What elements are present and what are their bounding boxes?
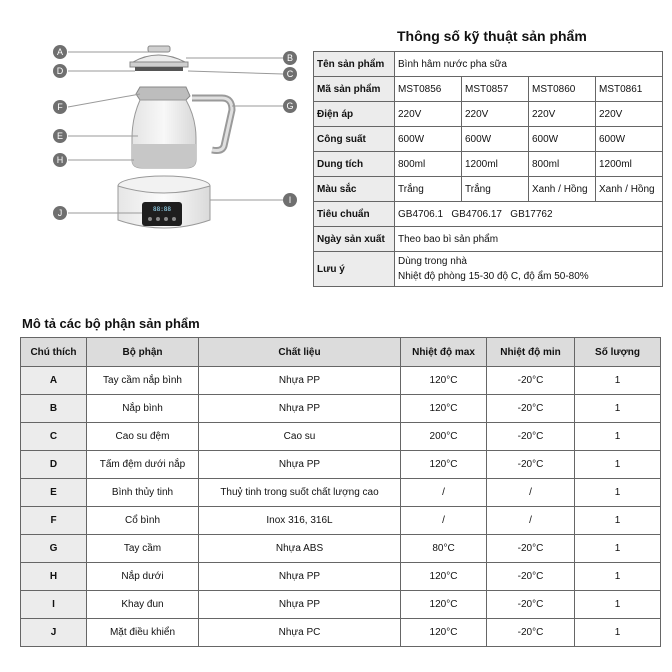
part-material: Nhựa PP bbox=[199, 367, 401, 395]
part-name: Tay cầm nắp bình bbox=[87, 367, 199, 395]
table-row bbox=[21, 451, 661, 479]
part-code: D bbox=[21, 451, 87, 479]
part-name: Nắp dưới bbox=[87, 563, 199, 591]
spec-label: Dung tích bbox=[314, 152, 395, 177]
spec-value: Bình hâm nước pha sữa bbox=[395, 52, 663, 77]
table-row bbox=[21, 563, 661, 591]
part-min-temp: -20°C bbox=[487, 591, 575, 619]
table-row bbox=[21, 507, 661, 535]
spec-row-color bbox=[314, 177, 663, 202]
spec-value: 220V bbox=[462, 102, 529, 127]
callout-h bbox=[53, 153, 67, 167]
spec-value: 1200ml bbox=[596, 152, 663, 177]
part-code: I bbox=[21, 591, 87, 619]
part-min-temp: -20°C bbox=[487, 563, 575, 591]
part-min-temp: / bbox=[487, 479, 575, 507]
svg-text:H: H bbox=[56, 155, 64, 165]
spec-value: Trắng bbox=[395, 177, 462, 202]
lid bbox=[130, 46, 188, 71]
part-quantity: 1 bbox=[575, 563, 661, 591]
spec-title: Thông số kỹ thuật sản phẩm bbox=[397, 28, 587, 44]
part-name: Bình thủy tinh bbox=[87, 479, 199, 507]
part-quantity: 1 bbox=[575, 619, 661, 647]
column-header: Bộ phận bbox=[87, 338, 199, 367]
callout-i bbox=[283, 193, 297, 207]
svg-text:B: B bbox=[286, 53, 294, 63]
spec-label: Ngày sản xuất bbox=[314, 227, 395, 252]
parts-table bbox=[20, 337, 661, 647]
part-max-temp: 120°C bbox=[401, 619, 487, 647]
part-min-temp: -20°C bbox=[487, 535, 575, 563]
spec-value: Xanh / Hồng bbox=[529, 177, 596, 202]
spec-value: Theo bao bì sản phẩm bbox=[395, 227, 663, 252]
spec-value: Xanh / Hồng bbox=[596, 177, 663, 202]
panel-display: 88:88 bbox=[152, 206, 172, 213]
part-material: Nhựa PP bbox=[199, 395, 401, 423]
spec-value: 600W bbox=[462, 127, 529, 152]
svg-text:A: A bbox=[56, 47, 64, 57]
spec-label: Điện áp bbox=[314, 102, 395, 127]
callout-a bbox=[53, 45, 67, 59]
column-header: Số lượng bbox=[575, 338, 661, 367]
spec-value: 800ml bbox=[529, 152, 596, 177]
spec-row-capacity bbox=[314, 152, 663, 177]
column-header: Nhiệt độ max bbox=[401, 338, 487, 367]
part-material: Nhựa PP bbox=[199, 451, 401, 479]
spec-row-note bbox=[314, 252, 663, 287]
column-header: Nhiệt độ min bbox=[487, 338, 575, 367]
spec-row-code bbox=[314, 77, 663, 102]
part-max-temp: / bbox=[401, 507, 487, 535]
part-material: Nhựa PP bbox=[199, 563, 401, 591]
part-quantity: 1 bbox=[575, 507, 661, 535]
part-max-temp: 120°C bbox=[401, 563, 487, 591]
table-row bbox=[21, 619, 661, 647]
parts-title: Mô tả các bộ phận sản phẩm bbox=[22, 316, 200, 331]
part-quantity: 1 bbox=[575, 451, 661, 479]
spec-note-line-2: Nhiệt độ phòng 15-30 độ C, độ ẩm 50-80% bbox=[398, 271, 589, 282]
part-name: Nắp bình bbox=[87, 395, 199, 423]
spec-value: 220V bbox=[395, 102, 462, 127]
part-code: A bbox=[21, 367, 87, 395]
svg-text:J: J bbox=[57, 208, 63, 218]
glass-jug bbox=[132, 87, 232, 168]
part-name: Mặt điều khiển bbox=[87, 619, 199, 647]
part-code: B bbox=[21, 395, 87, 423]
part-min-temp: -20°C bbox=[487, 395, 575, 423]
spec-label: Lưu ý bbox=[314, 252, 395, 287]
svg-text:D: D bbox=[56, 66, 64, 76]
spec-note-line-1: Dùng trong nhà bbox=[398, 256, 467, 267]
part-min-temp: -20°C bbox=[487, 367, 575, 395]
callout-f bbox=[53, 100, 67, 114]
spec-value: 600W bbox=[529, 127, 596, 152]
part-material: Nhựa PP bbox=[199, 591, 401, 619]
part-name: Cao su đệm bbox=[87, 423, 199, 451]
spec-table bbox=[313, 51, 663, 287]
svg-text:F: F bbox=[57, 102, 63, 112]
part-quantity: 1 bbox=[575, 395, 661, 423]
table-row bbox=[21, 535, 661, 563]
part-max-temp: 120°C bbox=[401, 591, 487, 619]
spec-value: 600W bbox=[395, 127, 462, 152]
part-quantity: 1 bbox=[575, 535, 661, 563]
spec-value: MST0861 bbox=[596, 77, 663, 102]
part-code: G bbox=[21, 535, 87, 563]
part-min-temp: -20°C bbox=[487, 451, 575, 479]
part-max-temp: / bbox=[401, 479, 487, 507]
spec-value: MST0857 bbox=[462, 77, 529, 102]
callout-e bbox=[53, 129, 67, 143]
part-max-temp: 80°C bbox=[401, 535, 487, 563]
part-min-temp: -20°C bbox=[487, 423, 575, 451]
spec-label: Tiêu chuẩn bbox=[314, 202, 395, 227]
spec-value: 1200ml bbox=[462, 152, 529, 177]
part-min-temp: -20°C bbox=[487, 619, 575, 647]
part-quantity: 1 bbox=[575, 479, 661, 507]
part-max-temp: 200°C bbox=[401, 423, 487, 451]
spec-value: GB4706.1 GB4706.17 GB17762 bbox=[395, 202, 663, 227]
spec-row-power bbox=[314, 127, 663, 152]
part-max-temp: 120°C bbox=[401, 367, 487, 395]
callout-c bbox=[283, 67, 297, 81]
part-code: E bbox=[21, 479, 87, 507]
table-row bbox=[21, 367, 661, 395]
part-name: Khay đun bbox=[87, 591, 199, 619]
callout-b bbox=[283, 51, 297, 65]
callout-d bbox=[53, 64, 67, 78]
part-material: Cao su bbox=[199, 423, 401, 451]
svg-text:C: C bbox=[286, 69, 294, 79]
parts-header-row bbox=[21, 338, 661, 367]
part-code: J bbox=[21, 619, 87, 647]
callout-j bbox=[53, 206, 67, 220]
part-name: Cổ bình bbox=[87, 507, 199, 535]
part-max-temp: 120°C bbox=[401, 451, 487, 479]
part-min-temp: / bbox=[487, 507, 575, 535]
product-diagram bbox=[0, 0, 310, 300]
spec-value: Trắng bbox=[462, 177, 529, 202]
part-code: H bbox=[21, 563, 87, 591]
table-row bbox=[21, 591, 661, 619]
spec-value: MST0856 bbox=[395, 77, 462, 102]
table-row bbox=[21, 479, 661, 507]
part-material: Thuỷ tinh trong suốt chất lượng cao bbox=[199, 479, 401, 507]
part-code: F bbox=[21, 507, 87, 535]
spec-row-standard bbox=[314, 202, 663, 227]
spec-value: 600W bbox=[596, 127, 663, 152]
spec-value: 220V bbox=[529, 102, 596, 127]
column-header: Chất liệu bbox=[199, 338, 401, 367]
spec-row-voltage bbox=[314, 102, 663, 127]
svg-text:G: G bbox=[286, 101, 294, 111]
spec-row-date bbox=[314, 227, 663, 252]
table-row bbox=[21, 395, 661, 423]
part-name: Tấm đệm dưới nắp bbox=[87, 451, 199, 479]
part-quantity: 1 bbox=[575, 367, 661, 395]
spec-label: Mã sản phẩm bbox=[314, 77, 395, 102]
part-name: Tay cầm bbox=[87, 535, 199, 563]
svg-text:E: E bbox=[56, 131, 64, 141]
part-material: Nhựa PC bbox=[199, 619, 401, 647]
spec-row-name bbox=[314, 52, 663, 77]
column-header: Chú thích bbox=[21, 338, 87, 367]
spec-note bbox=[395, 252, 663, 287]
callout-g bbox=[283, 99, 297, 113]
spec-label: Màu sắc bbox=[314, 177, 395, 202]
part-quantity: 1 bbox=[575, 591, 661, 619]
spec-label: Công suất bbox=[314, 127, 395, 152]
spec-value: MST0860 bbox=[529, 77, 596, 102]
spec-value: 220V bbox=[596, 102, 663, 127]
part-material: Nhựa ABS bbox=[199, 535, 401, 563]
part-quantity: 1 bbox=[575, 423, 661, 451]
part-max-temp: 120°C bbox=[401, 395, 487, 423]
heating-base bbox=[118, 176, 210, 228]
svg-text:I: I bbox=[288, 195, 292, 205]
part-code: C bbox=[21, 423, 87, 451]
part-material: Inox 316, 316L bbox=[199, 507, 401, 535]
spec-value: 800ml bbox=[395, 152, 462, 177]
spec-label: Tên sản phẩm bbox=[314, 52, 395, 77]
table-row bbox=[21, 423, 661, 451]
